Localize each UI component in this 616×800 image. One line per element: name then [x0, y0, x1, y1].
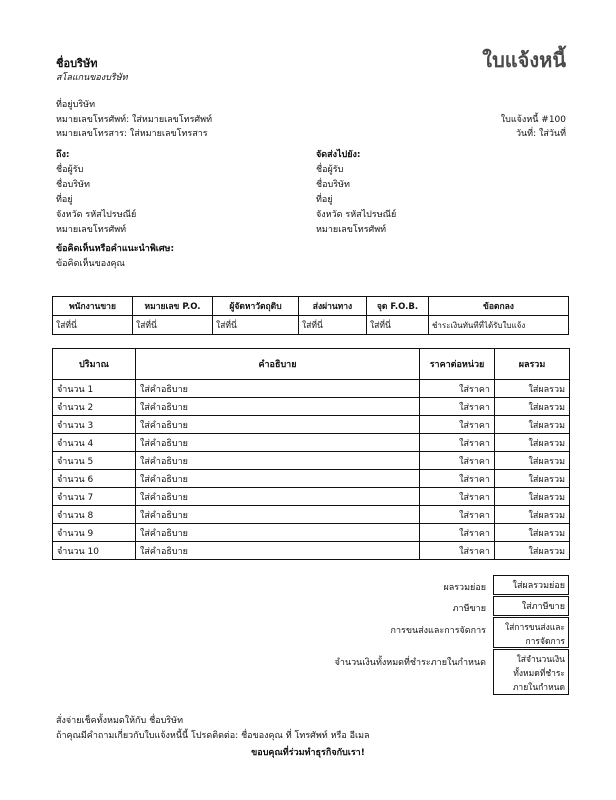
company-fax: หมายเลขโทรสาร: ใส่หมายเลขโทรสาร — [56, 129, 208, 139]
contact-note: ถ้าคุณมีคำถามเกี่ยวกับใบแจ้งหนี้นี้ โปรดติดต่อ: ชื่อของคุณ ที่ โทรศัพท์ หรือ อีเมล — [56, 731, 370, 741]
tax-value: ใส่ภาษีขาย — [493, 596, 569, 616]
description-cell: ใส่คำอธิบาย — [136, 506, 420, 524]
table-row — [53, 506, 570, 524]
fob-point-cell: ใส่ที่นี่ — [367, 316, 429, 335]
line-total-cell: ใส่ผลรวม — [495, 524, 570, 542]
items-table — [52, 348, 570, 560]
table-row — [53, 416, 570, 434]
header-description: คำอธิบาย — [136, 349, 420, 380]
header-po-number: หมายเลข P.O. — [133, 297, 213, 316]
ship-to-name: ชื่อผู้รับ — [316, 165, 344, 175]
shipping-value: ใส่การขนส่งและการจัดการ — [493, 617, 569, 648]
table-row — [53, 380, 570, 398]
header-quantity: ปริมาณ — [53, 349, 136, 380]
order-info-row — [53, 316, 569, 335]
comments-heading: ข้อคิดเห็นหรือคำแนะนำพิเศษ: — [56, 244, 175, 254]
quantity-cell: จำนวน 7 — [53, 488, 136, 506]
description-cell: ใส่คำอธิบาย — [136, 434, 420, 452]
unit-price-cell: ใส่ราคา — [420, 434, 495, 452]
company-name: ชื่อบริษัท — [56, 57, 98, 70]
order-info-header-row — [53, 297, 569, 316]
header-fob-point: จุด F.O.B. — [367, 297, 429, 316]
line-total-cell: ใส่ผลรวม — [495, 488, 570, 506]
quantity-cell: จำนวน 4 — [53, 434, 136, 452]
unit-price-cell: ใส่ราคา — [420, 488, 495, 506]
ship-to-company: ชื่อบริษัท — [316, 180, 350, 190]
header-unit-price: ราคาต่อหน่วย — [420, 349, 495, 380]
subtotal-value: ใส่ผลรวมย่อย — [493, 575, 569, 595]
table-row — [53, 542, 570, 560]
company-phone: หมายเลขโทรศัพท์: ใส่หมายเลขโทรศัพท์ — [56, 115, 213, 125]
supplier-cell: ใส่ที่นี่ — [213, 316, 299, 335]
salesperson-cell: ใส่ที่นี่ — [53, 316, 133, 335]
unit-price-cell: ใส่ราคา — [420, 506, 495, 524]
comments-text: ข้อคิดเห็นของคุณ — [56, 259, 125, 269]
unit-price-cell: ใส่ราคา — [420, 452, 495, 470]
thank-you-note: ขอบคุณที่ร่วมทำธุรกิจกับเรา! — [251, 748, 365, 758]
description-cell: ใส่คำอธิบาย — [136, 416, 420, 434]
quantity-cell: จำนวน 9 — [53, 524, 136, 542]
ship-via-cell: ใส่ที่นี่ — [299, 316, 367, 335]
company-address: ที่อยู่บริษัท — [56, 100, 96, 110]
description-cell: ใส่คำอธิบาย — [136, 452, 420, 470]
description-cell: ใส่คำอธิบาย — [136, 524, 420, 542]
description-cell: ใส่คำอธิบาย — [136, 398, 420, 416]
header-terms: ข้อตกลง — [429, 297, 569, 316]
quantity-cell: จำนวน 5 — [53, 452, 136, 470]
description-cell: ใส่คำอธิบาย — [136, 470, 420, 488]
subtotal-label: ผลรวมย่อย — [443, 583, 486, 593]
invoice-title: ใบแจ้งหนี้ — [482, 48, 566, 72]
bill-to-name: ชื่อผู้รับ — [56, 165, 84, 175]
quantity-cell: จำนวน 6 — [53, 470, 136, 488]
shipping-label: การขนส่งและการจัดการ — [390, 626, 486, 636]
bill-to-phone: หมายเลขโทรศัพท์ — [56, 225, 127, 235]
table-row — [53, 434, 570, 452]
grand-total-value: ใส่จำนวนเงินทั้งหมดที่ชำระภายในกำหนด — [493, 649, 569, 695]
bill-to-province: จังหวัด รหัสไปรษณีย์ — [56, 210, 137, 220]
line-total-cell: ใส่ผลรวม — [495, 380, 570, 398]
terms-cell: ชำระเงินทันทีที่ได้รับใบแจ้ง — [429, 316, 569, 335]
ship-to-heading: จัดส่งไปยัง: — [316, 150, 361, 160]
quantity-cell: จำนวน 8 — [53, 506, 136, 524]
line-total-cell: ใส่ผลรวม — [495, 470, 570, 488]
invoice-number: ใบแจ้งหนี้ #100 — [500, 115, 566, 125]
table-row — [53, 470, 570, 488]
invoice-date: วันที่: ใส่วันที่ — [515, 129, 566, 139]
description-cell: ใส่คำอธิบาย — [136, 488, 420, 506]
description-cell: ใส่คำอธิบาย — [136, 542, 420, 560]
unit-price-cell: ใส่ราคา — [420, 524, 495, 542]
bill-to-company: ชื่อบริษัท — [56, 180, 90, 190]
ship-to-phone: หมายเลขโทรศัพท์ — [316, 225, 387, 235]
items-header-row — [53, 349, 570, 380]
line-total-cell: ใส่ผลรวม — [495, 506, 570, 524]
unit-price-cell: ใส่ราคา — [420, 380, 495, 398]
payable-note: สั่งจ่ายเช็คทั้งหมดให้กับ ชื่อบริษัท — [56, 716, 184, 726]
quantity-cell: จำนวน 2 — [53, 398, 136, 416]
grand-total-label: จำนวนเงินทั้งหมดที่ชำระภายในกำหนด — [334, 658, 486, 668]
description-cell: ใส่คำอธิบาย — [136, 380, 420, 398]
header-ship-via: ส่งผ่านทาง — [299, 297, 367, 316]
order-info-table — [52, 296, 569, 335]
ship-to-address: ที่อยู่ — [316, 195, 333, 205]
unit-price-cell: ใส่ราคา — [420, 542, 495, 560]
po-number-cell: ใส่ที่นี่ — [133, 316, 213, 335]
header-supplier: ผู้จัดหาวัตถุดิบ — [213, 297, 299, 316]
ship-to-province: จังหวัด รหัสไปรษณีย์ — [316, 210, 397, 220]
table-row — [53, 488, 570, 506]
bill-to-address: ที่อยู่ — [56, 195, 73, 205]
line-total-cell: ใส่ผลรวม — [495, 452, 570, 470]
unit-price-cell: ใส่ราคา — [420, 416, 495, 434]
header-line-total: ผลรวม — [495, 349, 570, 380]
bill-to-heading: ถึง: — [56, 150, 70, 160]
table-row — [53, 398, 570, 416]
line-total-cell: ใส่ผลรวม — [495, 434, 570, 452]
tax-label: ภาษีขาย — [452, 604, 486, 614]
quantity-cell: จำนวน 3 — [53, 416, 136, 434]
line-total-cell: ใส่ผลรวม — [495, 398, 570, 416]
header-salesperson: พนักงานขาย — [53, 297, 133, 316]
table-row — [53, 452, 570, 470]
line-total-cell: ใส่ผลรวม — [495, 416, 570, 434]
unit-price-cell: ใส่ราคา — [420, 470, 495, 488]
company-slogan: สโลแกนของบริษัท — [56, 73, 128, 83]
line-total-cell: ใส่ผลรวม — [495, 542, 570, 560]
table-row — [53, 524, 570, 542]
quantity-cell: จำนวน 1 — [53, 380, 136, 398]
unit-price-cell: ใส่ราคา — [420, 398, 495, 416]
quantity-cell: จำนวน 10 — [53, 542, 136, 560]
